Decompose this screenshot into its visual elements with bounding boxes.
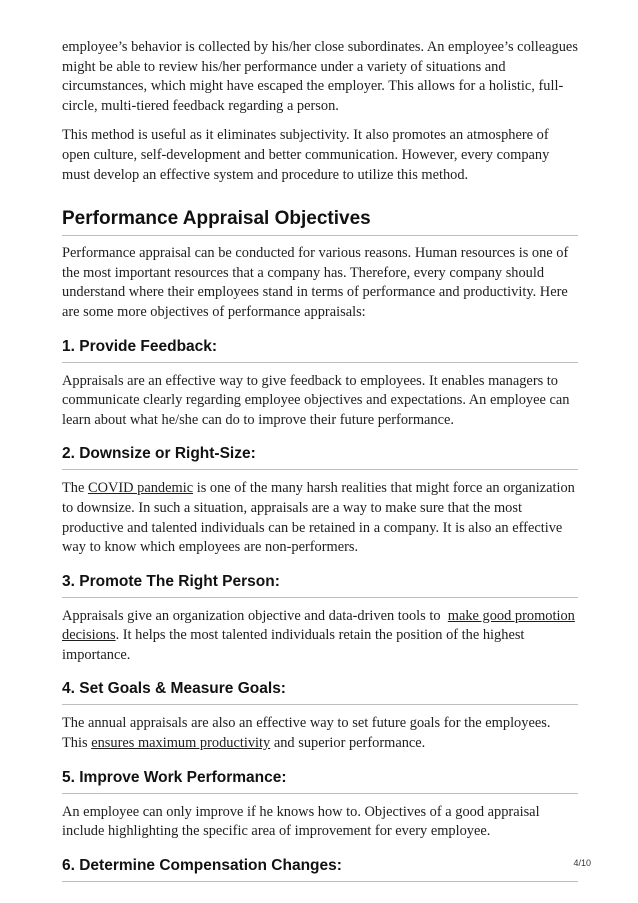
intro-paragraph-1: employee’s behavior is collected by his/her close subordinates. An employee’s colleagues might be able to review his/her performance under a variety of situations and circumstances, which might have escaped the employer. This allows for a holistic, full-circle, multi-tiered feedback regarding a person. (62, 39, 578, 114)
text-fragment: is one of the many harsh realities that might force an organization to downsize. In such a situation, appraisals are a way to make sure that the most productive and talented individuals can be retained in a company. It is also an effective way to know which employees are non-performers. (62, 480, 575, 556)
objective-body-1: Appraisals are an effective way to give feedback to employees. It enables managers to communicate clearly regarding employee objectives and expectations. An employee can learn about what he/she can do to improve their future performance. (62, 372, 570, 428)
text-fragment: . It helps the most talented individuals retain the position of the highest importance. (62, 627, 525, 663)
document-page (62, 38, 578, 891)
text-fragment: and superior performance. (270, 735, 426, 752)
covid-pandemic-link[interactable]: COVID pandemic (87, 480, 194, 497)
text-fragment: The annual appraisals are also an effective way to set future goals for the employees. This (62, 715, 551, 752)
section-heading: Performance Appraisal Objectives (62, 207, 578, 236)
text-fragment: Appraisals give an organization objective and data-driven tools to (62, 607, 448, 624)
objective-body-4 (62, 714, 578, 753)
text-fragment: The (62, 480, 88, 497)
objective-heading-5: 5. Improve Work Performance: (62, 768, 578, 794)
promotion-decisions-link[interactable]: make good promotion decisions (62, 607, 575, 644)
objective-heading-1: 1. Provide Feedback: (62, 337, 578, 363)
objective-heading-2: 2. Downsize or Right-Size: (62, 444, 578, 470)
intro-paragraph-2: This method is useful as it eliminates subjectivity. It also promotes an atmosphere of open culture, self-development and better communication. However, every company must develop an effective system and procedure to utilize this method. (62, 127, 550, 183)
section-paragraph: Performance appraisal can be conducted for various reasons. Human resources is one of the most important resources that a company has. Therefore, every company should understand where their employees stand in terms of performance and productivity. Here are some more objectives of performance appraisals: (62, 245, 569, 320)
objective-body-5: An employee can only improve if he knows how to. Objectives of a good appraisal include highlighting the specific area of improvement for every employee. (62, 803, 540, 840)
objective-heading-6: 6. Determine Compensation Changes: (62, 856, 578, 882)
objective-heading-4: 4. Set Goals & Measure Goals: (62, 679, 578, 705)
objective-body-3 (62, 607, 578, 666)
objective-body-2 (62, 479, 578, 557)
objective-heading-3: 3. Promote The Right Person: (62, 572, 578, 598)
maximum-productivity-link[interactable]: ensures maximum productivity (91, 735, 271, 752)
page-number: 4/10 (573, 858, 591, 868)
